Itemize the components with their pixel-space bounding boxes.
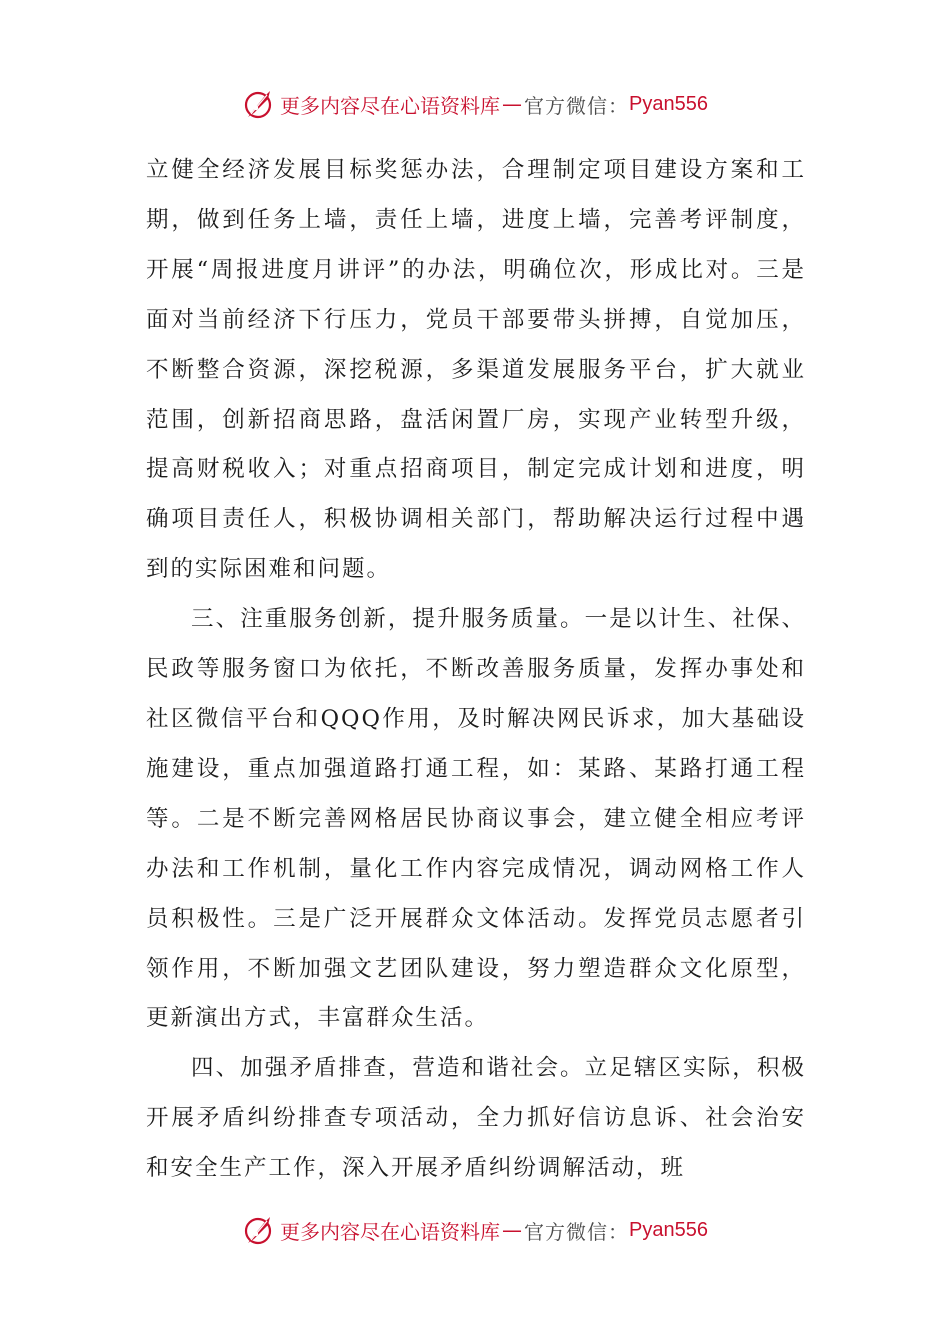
quill-pen-logo-icon xyxy=(242,1213,276,1247)
quill-pen-logo-icon xyxy=(242,87,276,121)
watermark-separator: — xyxy=(502,1218,523,1242)
watermark-wechat-id: Pyan556 xyxy=(629,92,708,115)
paragraph-continued: 立健全经济发展目标奖惩办法，合理制定项目建设方案和工期，做到任务上墙，责任上墙，进度上墙，完善考评制度，开展“周报进度月讲评”的办法，明确位次，形成比对。三是面对当前经济下行压力，党员干部要带头拼搏，自觉加压，不断整合资源，深挖税源，多渠道发展服务平台，扩大就业范围，创新招商思路，盘活闲置厂房，实现产业转型升级，提高财税收入；对重点招商项目，制定完成计划和进度，明确项目责任人，积极协调相关部门，帮助解决运行过程中遇到的实际困难和问题。 xyxy=(146,157,806,583)
watermark-separator: — xyxy=(502,92,523,116)
header-watermark xyxy=(0,84,950,124)
watermark-wechat-id: Pyan556 xyxy=(629,1218,708,1241)
document-body xyxy=(146,146,806,1194)
watermark-site-name: 更多内容尽在心语资料库 xyxy=(280,1219,501,1244)
watermark-official-label: 官方微信： xyxy=(524,93,630,118)
paragraph-section-three: 三、注重服务创新，提升服务质量。一是以计生、社保、民政等服务窗口为依托，不断改善服务质量，发挥办事处和社区微信平台和QQQ作用，及时解决网民诉求，加大基础设施建设，重点加强道路打通工程，如：某路、某路打通工程等。二是不断完善网格居民协商议事会，建立健全相应考评办法和工作机制，量化工作内容完成情况，调动网格工作人员积极性。三是广泛开展群众文体活动。发挥党员志愿者引领作用，不断加强文艺团队建设，努力塑造群众文化原型，更新演出方式，丰富群众生活。 xyxy=(146,606,806,1032)
watermark-official-label: 官方微信： xyxy=(524,1219,630,1244)
watermark-site-name: 更多内容尽在心语资料库 xyxy=(280,93,501,118)
paragraph-section-four: 四、加强矛盾排查，营造和谐社会。立足辖区实际，积极开展矛盾纠纷排查专项活动，全力抓好信访息诉、社会治安和安全生产工作，深入开展矛盾纠纷调解活动，班 xyxy=(146,1055,806,1182)
footer-watermark xyxy=(0,1210,950,1250)
